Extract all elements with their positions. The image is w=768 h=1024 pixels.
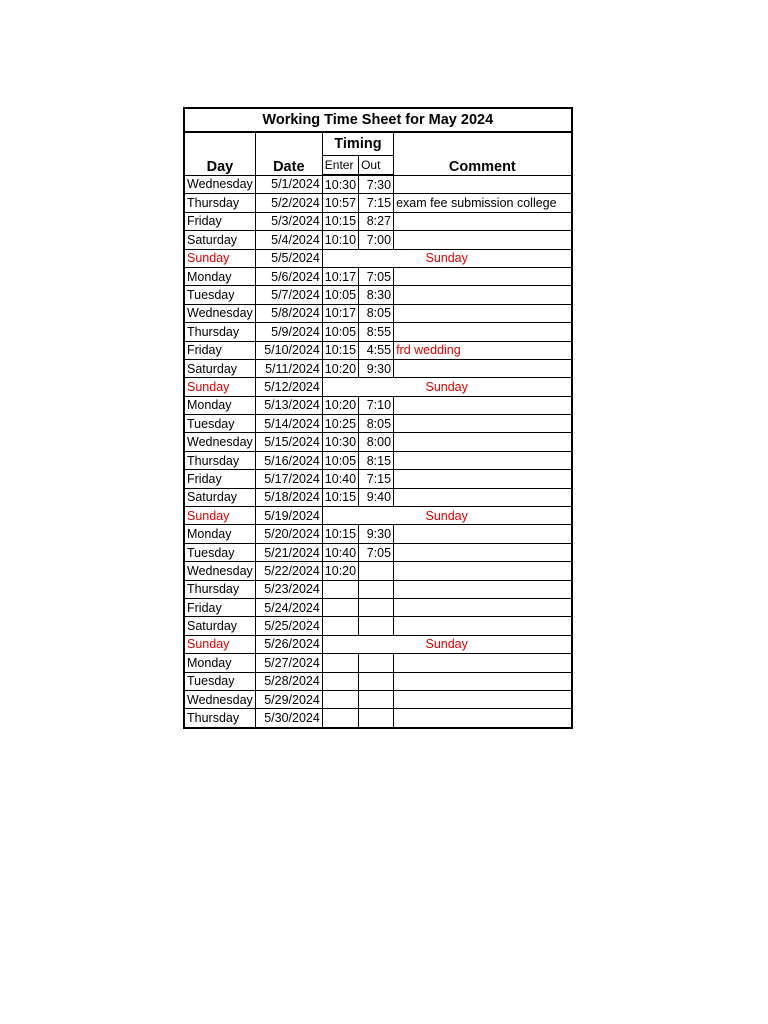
enter-cell: 10:40	[322, 543, 358, 561]
enter-cell: 10:20	[322, 359, 358, 377]
table-row	[184, 304, 572, 322]
day-cell: Sunday	[184, 507, 255, 525]
comment-cell	[394, 267, 572, 285]
out-cell: 7:10	[359, 396, 394, 414]
date-cell: 5/13/2024	[255, 396, 322, 414]
date-cell: 5/12/2024	[255, 378, 322, 396]
enter-cell: 10:15	[322, 212, 358, 230]
date-cell: 5/2/2024	[255, 194, 322, 212]
date-cell: 5/18/2024	[255, 488, 322, 506]
timesheet-table	[183, 107, 573, 729]
comment-cell	[394, 654, 572, 672]
comment-cell	[394, 470, 572, 488]
date-cell: 5/26/2024	[255, 635, 322, 653]
comment-cell	[394, 543, 572, 561]
enter-cell: 10:30	[322, 433, 358, 451]
comment-cell: Sunday	[322, 507, 571, 525]
enter-cell: 10:15	[322, 488, 358, 506]
timesheet-body	[184, 175, 572, 728]
comment-cell	[394, 175, 572, 194]
enter-cell: 10:40	[322, 470, 358, 488]
day-cell: Thursday	[184, 580, 255, 598]
table-row	[184, 341, 572, 359]
enter-cell: 10:10	[322, 231, 358, 249]
date-cell: 5/9/2024	[255, 323, 322, 341]
table-row	[184, 451, 572, 469]
day-cell: Tuesday	[184, 286, 255, 304]
comment-cell	[394, 359, 572, 377]
day-cell: Saturday	[184, 231, 255, 249]
table-row	[184, 562, 572, 580]
day-cell: Tuesday	[184, 415, 255, 433]
enter-cell	[322, 672, 358, 690]
table-row	[184, 598, 572, 616]
day-cell: Wednesday	[184, 562, 255, 580]
day-cell: Thursday	[184, 194, 255, 212]
table-row	[184, 654, 572, 672]
comment-cell: Sunday	[322, 635, 571, 653]
enter-cell	[322, 654, 358, 672]
table-row	[184, 175, 572, 194]
enter-cell: 10:05	[322, 323, 358, 341]
day-cell: Thursday	[184, 451, 255, 469]
date-cell: 5/25/2024	[255, 617, 322, 635]
table-row	[184, 231, 572, 249]
date-cell: 5/6/2024	[255, 267, 322, 285]
day-cell: Friday	[184, 341, 255, 359]
out-cell: 7:05	[359, 267, 394, 285]
day-cell: Sunday	[184, 249, 255, 267]
out-cell: 8:00	[359, 433, 394, 451]
enter-cell: 10:05	[322, 286, 358, 304]
comment-cell	[394, 598, 572, 616]
table-row	[184, 690, 572, 708]
date-cell: 5/4/2024	[255, 231, 322, 249]
enter-cell: 10:57	[322, 194, 358, 212]
comment-cell: Sunday	[322, 249, 571, 267]
date-cell: 5/16/2024	[255, 451, 322, 469]
day-cell: Monday	[184, 525, 255, 543]
day-cell: Saturday	[184, 488, 255, 506]
date-cell: 5/17/2024	[255, 470, 322, 488]
table-row	[184, 470, 572, 488]
out-cell	[359, 709, 394, 728]
date-cell: 5/30/2024	[255, 709, 322, 728]
comment-cell	[394, 488, 572, 506]
comment-cell	[394, 415, 572, 433]
date-cell: 5/22/2024	[255, 562, 322, 580]
comment-cell	[394, 286, 572, 304]
table-row	[184, 396, 572, 414]
table-row	[184, 488, 572, 506]
out-cell: 8:15	[359, 451, 394, 469]
comment-cell	[394, 672, 572, 690]
table-row	[184, 378, 572, 396]
out-cell: 7:15	[359, 470, 394, 488]
table-row	[184, 249, 572, 267]
comment-cell	[394, 562, 572, 580]
date-cell: 5/1/2024	[255, 175, 322, 194]
date-cell: 5/7/2024	[255, 286, 322, 304]
table-row	[184, 543, 572, 561]
header-day: Day	[184, 132, 255, 175]
day-cell: Saturday	[184, 617, 255, 635]
day-cell: Monday	[184, 654, 255, 672]
table-row	[184, 635, 572, 653]
table-row	[184, 433, 572, 451]
comment-cell: exam fee submission college	[394, 194, 572, 212]
table-row	[184, 212, 572, 230]
date-cell: 5/23/2024	[255, 580, 322, 598]
out-cell	[359, 598, 394, 616]
enter-cell: 10:15	[322, 341, 358, 359]
out-cell: 9:40	[359, 488, 394, 506]
comment-cell	[394, 709, 572, 728]
out-cell: 7:00	[359, 231, 394, 249]
enter-cell	[322, 598, 358, 616]
comment-cell: frd wedding	[394, 341, 572, 359]
comment-cell	[394, 433, 572, 451]
date-cell: 5/14/2024	[255, 415, 322, 433]
enter-cell	[322, 690, 358, 708]
table-row	[184, 507, 572, 525]
out-cell	[359, 672, 394, 690]
day-cell: Friday	[184, 598, 255, 616]
enter-cell	[322, 709, 358, 728]
out-cell	[359, 580, 394, 598]
date-cell: 5/19/2024	[255, 507, 322, 525]
day-cell: Sunday	[184, 378, 255, 396]
date-cell: 5/27/2024	[255, 654, 322, 672]
table-row	[184, 580, 572, 598]
day-cell: Wednesday	[184, 690, 255, 708]
date-cell: 5/15/2024	[255, 433, 322, 451]
enter-cell: 10:05	[322, 451, 358, 469]
out-cell	[359, 654, 394, 672]
sheet-title: Working Time Sheet for May 2024	[184, 108, 572, 132]
header-enter: Enter	[322, 156, 358, 176]
table-row	[184, 286, 572, 304]
out-cell: 8:30	[359, 286, 394, 304]
day-cell: Wednesday	[184, 433, 255, 451]
table-row	[184, 525, 572, 543]
table-row	[184, 617, 572, 635]
comment-cell	[394, 617, 572, 635]
table-row	[184, 359, 572, 377]
day-cell: Thursday	[184, 709, 255, 728]
day-cell: Monday	[184, 267, 255, 285]
day-cell: Sunday	[184, 635, 255, 653]
date-cell: 5/5/2024	[255, 249, 322, 267]
comment-cell	[394, 525, 572, 543]
date-cell: 5/3/2024	[255, 212, 322, 230]
enter-cell: 10:17	[322, 267, 358, 285]
comment-cell	[394, 231, 572, 249]
enter-cell: 10:20	[322, 396, 358, 414]
date-cell: 5/21/2024	[255, 543, 322, 561]
header-timing: Timing	[322, 132, 393, 156]
out-cell: 8:05	[359, 304, 394, 322]
day-cell: Saturday	[184, 359, 255, 377]
enter-cell: 10:15	[322, 525, 358, 543]
day-cell: Tuesday	[184, 672, 255, 690]
enter-cell: 10:25	[322, 415, 358, 433]
date-cell: 5/11/2024	[255, 359, 322, 377]
table-row	[184, 672, 572, 690]
date-cell: 5/8/2024	[255, 304, 322, 322]
table-row	[184, 267, 572, 285]
out-cell: 7:15	[359, 194, 394, 212]
table-row	[184, 415, 572, 433]
out-cell: 7:30	[359, 175, 394, 194]
out-cell	[359, 617, 394, 635]
out-cell: 8:55	[359, 323, 394, 341]
enter-cell	[322, 580, 358, 598]
date-cell: 5/24/2024	[255, 598, 322, 616]
out-cell: 9:30	[359, 525, 394, 543]
day-cell: Friday	[184, 470, 255, 488]
day-cell: Wednesday	[184, 175, 255, 194]
comment-cell	[394, 690, 572, 708]
comment-cell	[394, 212, 572, 230]
enter-cell	[322, 617, 358, 635]
enter-cell: 10:30	[322, 175, 358, 194]
out-cell: 8:27	[359, 212, 394, 230]
out-cell: 4:55	[359, 341, 394, 359]
day-cell: Tuesday	[184, 543, 255, 561]
out-cell: 7:05	[359, 543, 394, 561]
comment-cell: Sunday	[322, 378, 571, 396]
table-row	[184, 194, 572, 212]
header-date: Date	[255, 132, 322, 175]
day-cell: Thursday	[184, 323, 255, 341]
date-cell: 5/10/2024	[255, 341, 322, 359]
comment-cell	[394, 304, 572, 322]
comment-cell	[394, 323, 572, 341]
out-cell: 9:30	[359, 359, 394, 377]
comment-cell	[394, 580, 572, 598]
day-cell: Friday	[184, 212, 255, 230]
date-cell: 5/29/2024	[255, 690, 322, 708]
enter-cell: 10:17	[322, 304, 358, 322]
table-row	[184, 323, 572, 341]
day-cell: Wednesday	[184, 304, 255, 322]
day-cell: Monday	[184, 396, 255, 414]
table-row	[184, 709, 572, 728]
date-cell: 5/28/2024	[255, 672, 322, 690]
header-out: Out	[359, 156, 394, 176]
out-cell: 8:05	[359, 415, 394, 433]
header-comment: Comment	[394, 132, 572, 175]
date-cell: 5/20/2024	[255, 525, 322, 543]
out-cell	[359, 690, 394, 708]
enter-cell: 10:20	[322, 562, 358, 580]
comment-cell	[394, 396, 572, 414]
out-cell	[359, 562, 394, 580]
comment-cell	[394, 451, 572, 469]
